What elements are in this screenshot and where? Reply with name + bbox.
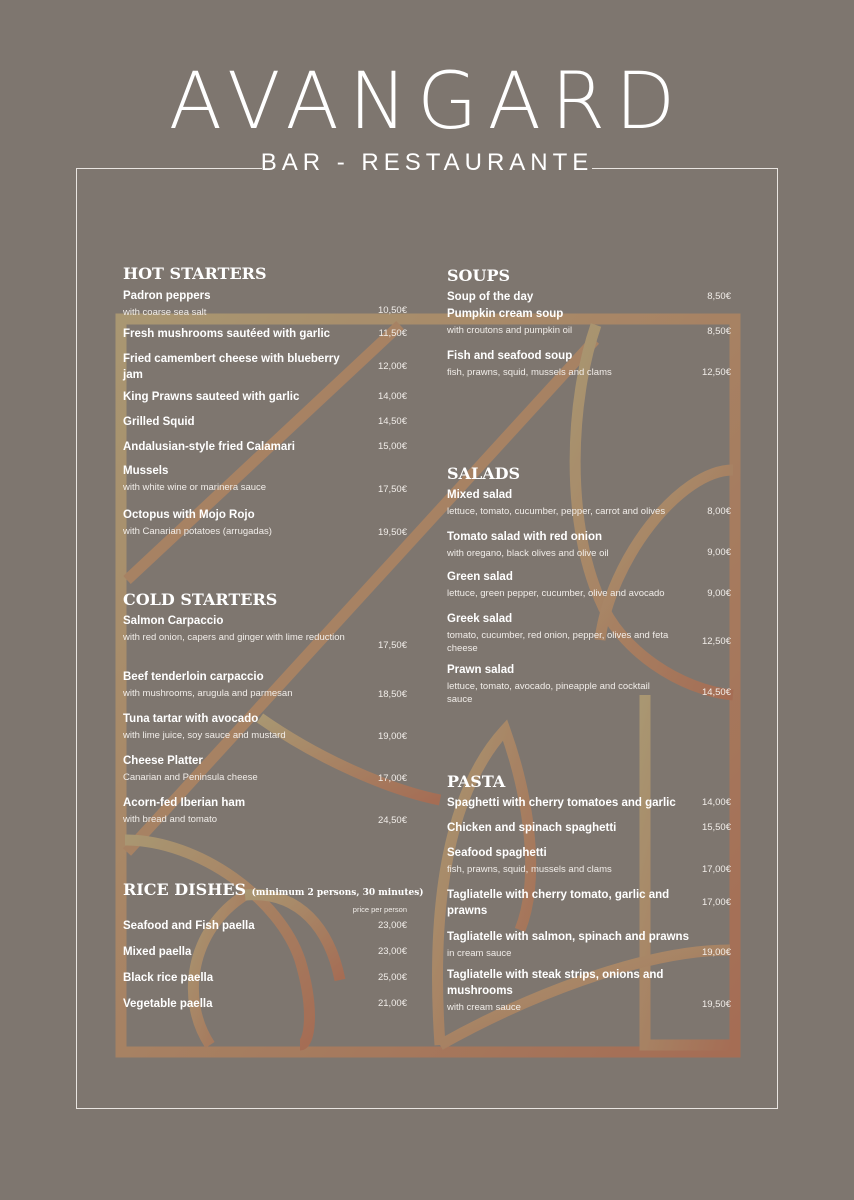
menu-item [123, 669, 373, 700]
item-name: Tagliatelle with steak strips, onions and mushrooms [447, 969, 664, 997]
item-price: 15,00€ [377, 441, 407, 452]
menu-item [447, 611, 677, 655]
menu-item [447, 289, 697, 305]
item-price: 25,00€ [377, 972, 407, 983]
item-name: Octopus with Mojo Rojo [123, 509, 255, 521]
item-name: Fried camembert cheese with blueberry jam [123, 353, 340, 381]
item-description: fish, prawns, squid, mussels and clams [447, 864, 612, 875]
item-price: 17,00€ [377, 773, 407, 784]
item-name: Soup of the day [447, 291, 534, 303]
item-name: Tagliatelle with cherry tomato, garlic and prawns [447, 889, 670, 917]
menu-item [447, 569, 692, 600]
item-description: with lime juice, soy sauce and mustard [123, 730, 286, 741]
item-price: 17,50€ [377, 484, 407, 495]
item-price: 18,50€ [377, 689, 407, 700]
item-price: 19,00€ [701, 947, 731, 958]
item-description: Canarian and Peninsula cheese [123, 772, 258, 783]
menu-item [123, 970, 373, 986]
item-name: Seafood spaghetti [447, 847, 547, 859]
menu-item [123, 918, 373, 934]
item-price: 17,00€ [701, 897, 731, 908]
item-price: 12,50€ [701, 636, 731, 647]
item-price: 14,00€ [377, 391, 407, 402]
item-name: Fish and seafood soup [447, 350, 573, 362]
item-name: Grilled Squid [123, 416, 195, 428]
section-title-pasta: PASTA [447, 772, 506, 791]
item-description: with white wine or marinera sauce [123, 482, 267, 493]
item-name: Salmon Carpaccio [123, 615, 224, 627]
item-price: 15,50€ [701, 822, 731, 833]
menu-item [123, 507, 373, 538]
item-description: with red onion, capers and ginger with lime reduction [123, 632, 345, 643]
item-name: Fresh mushrooms sautéed with garlic [123, 328, 331, 340]
item-price: 12,50€ [701, 367, 731, 378]
item-price: 17,50€ [377, 640, 407, 651]
section-title-soups: SOUPS [447, 266, 511, 285]
item-name: Black rice paella [123, 972, 214, 984]
menu-item [123, 944, 373, 960]
item-price: 19,00€ [377, 731, 407, 742]
item-name: Beef tenderloin carpaccio [123, 671, 264, 683]
section-title-salads: SALADS [447, 464, 521, 483]
item-price: 14,50€ [377, 416, 407, 427]
item-name: Chicken and spinach spaghetti [447, 822, 617, 834]
menu-item [123, 795, 373, 826]
menu-item [447, 348, 697, 379]
item-price: 24,50€ [377, 815, 407, 826]
menu-item [447, 487, 692, 518]
menu-item [447, 887, 682, 919]
item-description: with croutons and pumpkin oil [447, 325, 573, 336]
section-title-text: RICE DISHES [123, 880, 247, 899]
price-note: price per person [352, 905, 407, 914]
item-price: 9,00€ [707, 547, 731, 558]
menu-item [123, 288, 373, 319]
menu-item [123, 753, 373, 784]
item-description: fish, prawns, squid, mussels and clams [447, 367, 612, 378]
item-price: 14,00€ [701, 797, 731, 808]
item-description: with coarse sea salt [123, 307, 207, 318]
item-price: 21,00€ [377, 998, 407, 1009]
restaurant-subtitle: BAR - RESTAURANTE [260, 149, 594, 176]
menu-item [123, 613, 353, 644]
menu-item [447, 820, 697, 836]
item-description: with mushrooms, arugula and parmesan [123, 688, 293, 699]
item-price: 10,50€ [377, 305, 407, 316]
item-name: Acorn-fed Iberian ham [123, 797, 246, 809]
item-name: Greek salad [447, 613, 513, 625]
item-name: Pumpkin cream soup [447, 308, 564, 320]
item-price: 9,00€ [707, 588, 731, 599]
item-price: 8,50€ [707, 291, 731, 302]
item-name: Mixed paella [123, 946, 192, 958]
item-description: lettuce, tomato, avocado, pineapple and cocktail sauce [447, 681, 650, 705]
item-price: 17,00€ [701, 864, 731, 875]
item-name: Mixed salad [447, 489, 513, 501]
menu-item [123, 414, 373, 430]
item-name: Cheese Platter [123, 755, 203, 767]
item-description: with Canarian potatoes (arrugadas) [123, 526, 272, 537]
menu-item [123, 389, 373, 405]
item-name: Tagliatelle with salmon, spinach and prawns [447, 931, 689, 943]
item-description: lettuce, tomato, cucumber, pepper, carrot and olives [447, 506, 666, 517]
item-name: Mussels [123, 465, 169, 477]
item-price: 8,00€ [707, 506, 731, 517]
menu-item [447, 529, 692, 560]
item-name: King Prawns sauteed with garlic [123, 391, 300, 403]
item-description: tomato, cucumber, red onion, pepper, olives and feta cheese [447, 630, 669, 654]
menu-item [447, 929, 697, 960]
section-title-rice-dishes [123, 880, 424, 903]
item-price: 14,50€ [701, 687, 731, 698]
menu-item [123, 463, 373, 494]
menu-item [447, 795, 697, 811]
menu-item [447, 662, 677, 706]
item-name: Green salad [447, 571, 513, 583]
item-price: 12,00€ [377, 361, 407, 372]
menu-item [123, 326, 373, 342]
item-description: with bread and tomato [123, 814, 218, 825]
item-name: Spaghetti with cherry tomatoes and garlic [447, 797, 676, 809]
item-name: Tomato salad with red onion [447, 531, 603, 543]
item-description: in cream sauce [447, 948, 512, 959]
section-note: (minimum 2 persons, 30 minutes) [251, 888, 424, 898]
item-price: 11,50€ [378, 328, 407, 339]
item-price: 23,00€ [377, 946, 407, 957]
item-name: Seafood and Fish paella [123, 920, 255, 932]
restaurant-logo: AVANGARD [168, 57, 686, 147]
item-description: lettuce, green pepper, cucumber, olive and avocado [447, 588, 665, 599]
section-title-hot-starters: HOT STARTERS [123, 264, 267, 283]
menu-item [447, 306, 697, 337]
item-price: 23,00€ [377, 920, 407, 931]
item-name: Vegetable paella [123, 998, 213, 1010]
menu-item [123, 351, 353, 383]
menu-item [123, 996, 373, 1012]
section-title-cold-starters: COLD STARTERS [123, 590, 278, 609]
item-price: 19,50€ [377, 527, 407, 538]
menu-item [447, 967, 677, 1014]
item-name: Padron peppers [123, 290, 211, 302]
item-description: with cream sauce [447, 1002, 521, 1013]
menu-item [447, 845, 697, 876]
item-name: Prawn salad [447, 664, 515, 676]
item-name: Tuna tartar with avocado [123, 713, 259, 725]
item-description: with oregano, black olives and olive oil [447, 548, 609, 559]
menu-item [123, 711, 373, 742]
item-price: 8,50€ [707, 326, 731, 337]
item-name: Andalusian-style fried Calamari [123, 441, 295, 453]
item-price: 19,50€ [701, 999, 731, 1010]
menu-item [123, 439, 373, 455]
